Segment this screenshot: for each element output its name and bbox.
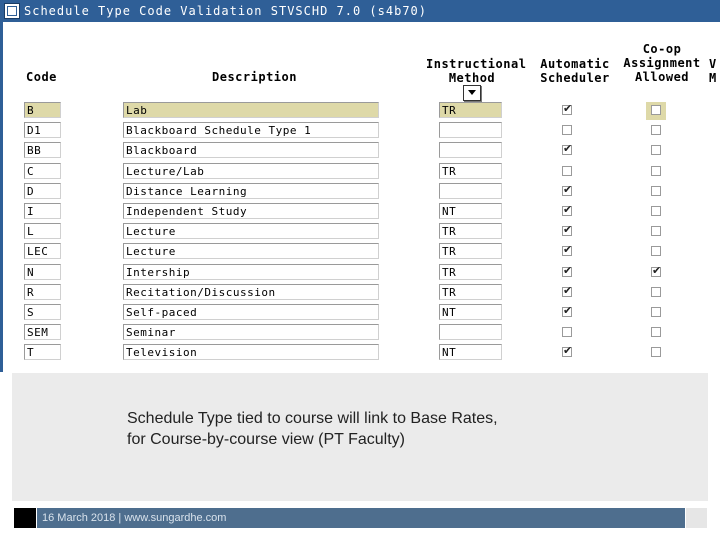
window-title: Schedule Type Code Validation STVSCHD 7.0 (s4b70): [24, 4, 428, 18]
coop-assignment-cell: [646, 183, 666, 201]
coop-assignment-checkbox[interactable]: [651, 145, 661, 155]
description-field[interactable]: Distance Learning: [123, 183, 379, 199]
footer-black-block: [14, 508, 36, 528]
coop-assignment-cell: [646, 304, 666, 322]
instructional-method-field[interactable]: NT: [439, 203, 502, 219]
instructional-method-field[interactable]: [439, 183, 502, 199]
description-field[interactable]: Lecture: [123, 223, 379, 239]
coop-assignment-checkbox[interactable]: [651, 105, 661, 115]
code-field[interactable]: BB: [24, 142, 61, 158]
code-field[interactable]: C: [24, 163, 61, 179]
code-field[interactable]: S: [24, 304, 61, 320]
coop-assignment-checkbox[interactable]: [651, 206, 661, 216]
table-row: [0, 222, 720, 242]
description-field[interactable]: Blackboard Schedule Type 1: [123, 122, 379, 138]
table-row: [0, 141, 720, 161]
instructional-method-field[interactable]: TR: [439, 223, 502, 239]
column-header-automatic-scheduler: Automatic Scheduler: [540, 57, 610, 85]
automatic-scheduler-checkbox[interactable]: [562, 226, 572, 236]
column-header-instructional-method: Instructional Method: [426, 57, 527, 85]
description-field[interactable]: Television: [123, 344, 379, 360]
coop-assignment-checkbox[interactable]: [651, 287, 661, 297]
instructional-method-field[interactable]: TR: [439, 243, 502, 259]
automatic-scheduler-checkbox[interactable]: [562, 327, 572, 337]
automatic-scheduler-checkbox[interactable]: [562, 267, 572, 277]
automatic-scheduler-checkbox[interactable]: [562, 125, 572, 135]
table-row: [0, 121, 720, 141]
coop-assignment-cell: [646, 102, 666, 120]
column-header-partial: V M: [709, 57, 717, 85]
code-field[interactable]: B: [24, 102, 61, 118]
instructional-method-field[interactable]: TR: [439, 264, 502, 280]
description-field[interactable]: Seminar: [123, 324, 379, 340]
coop-assignment-checkbox[interactable]: [651, 166, 661, 176]
coop-assignment-cell: [646, 163, 666, 181]
table-row: [0, 162, 720, 182]
automatic-scheduler-checkbox[interactable]: [562, 186, 572, 196]
automatic-scheduler-checkbox[interactable]: [562, 145, 572, 155]
code-field[interactable]: LEC: [24, 243, 61, 259]
table-row: [0, 242, 720, 262]
automatic-scheduler-checkbox[interactable]: [562, 246, 572, 256]
automatic-scheduler-checkbox[interactable]: [562, 307, 572, 317]
instructional-method-field[interactable]: TR: [439, 163, 502, 179]
coop-assignment-cell: [646, 284, 666, 302]
table-row: [0, 202, 720, 222]
description-field[interactable]: Blackboard: [123, 142, 379, 158]
coop-assignment-checkbox[interactable]: [651, 186, 661, 196]
table-row: [0, 323, 720, 343]
coop-assignment-checkbox[interactable]: [651, 347, 661, 357]
caption-text: [127, 408, 498, 450]
description-field[interactable]: Intership: [123, 264, 379, 280]
table-row: [0, 182, 720, 202]
code-field[interactable]: N: [24, 264, 61, 280]
code-field[interactable]: L: [24, 223, 61, 239]
instructional-method-field[interactable]: TR: [439, 284, 502, 300]
automatic-scheduler-checkbox[interactable]: [562, 347, 572, 357]
instructional-method-field[interactable]: NT: [439, 344, 502, 360]
window-title-bar: [0, 0, 720, 22]
app-icon: [4, 3, 20, 19]
caption-line-1: Schedule Type tied to course will link to Base Rates,: [127, 410, 498, 427]
code-field[interactable]: R: [24, 284, 61, 300]
instructional-method-dropdown-icon[interactable]: [463, 85, 481, 101]
description-field[interactable]: Lab: [123, 102, 379, 118]
coop-assignment-cell: [646, 344, 666, 362]
coop-assignment-checkbox[interactable]: [651, 226, 661, 236]
caption-overlay: [12, 373, 708, 501]
code-field[interactable]: D: [24, 183, 61, 199]
coop-assignment-cell: [646, 142, 666, 160]
instructional-method-field[interactable]: TR: [439, 102, 502, 118]
coop-assignment-cell: [646, 243, 666, 261]
automatic-scheduler-checkbox[interactable]: [562, 206, 572, 216]
code-field[interactable]: I: [24, 203, 61, 219]
table-row: [0, 283, 720, 303]
column-header-coop-assignment: Co-op Assignment Allowed: [623, 42, 701, 84]
coop-assignment-checkbox[interactable]: [651, 307, 661, 317]
description-field[interactable]: Independent Study: [123, 203, 379, 219]
coop-assignment-cell: [646, 122, 666, 140]
table-row: [0, 101, 720, 121]
coop-assignment-cell: [646, 324, 666, 342]
description-field[interactable]: Self-paced: [123, 304, 379, 320]
footer-light-block: [686, 508, 707, 528]
coop-assignment-checkbox[interactable]: [651, 246, 661, 256]
coop-assignment-cell: [646, 264, 666, 282]
automatic-scheduler-checkbox[interactable]: [562, 287, 572, 297]
coop-assignment-checkbox[interactable]: [651, 327, 661, 337]
coop-assignment-cell: [646, 223, 666, 241]
instructional-method-field[interactable]: [439, 142, 502, 158]
column-header-description: Description: [212, 70, 297, 84]
description-field[interactable]: Recitation/Discussion: [123, 284, 379, 300]
instructional-method-field[interactable]: [439, 324, 502, 340]
automatic-scheduler-checkbox[interactable]: [562, 105, 572, 115]
description-field[interactable]: Lecture: [123, 243, 379, 259]
code-field[interactable]: SEM: [24, 324, 61, 340]
coop-assignment-checkbox[interactable]: [651, 267, 661, 277]
footer-bar: [37, 508, 685, 528]
code-field[interactable]: T: [24, 344, 61, 360]
column-header-code: Code: [26, 70, 57, 84]
table-row: [0, 263, 720, 283]
instructional-method-field[interactable]: [439, 122, 502, 138]
automatic-scheduler-checkbox[interactable]: [562, 166, 572, 176]
coop-assignment-cell: [646, 203, 666, 221]
table-row: [0, 343, 720, 363]
code-field[interactable]: D1: [24, 122, 61, 138]
footer-text: 16 March 2018 | www.sungardhe.com: [42, 512, 227, 524]
table-row: [0, 303, 720, 323]
description-field[interactable]: Lecture/Lab: [123, 163, 379, 179]
caption-line-2: for Course-by-course view (PT Faculty): [127, 431, 405, 448]
instructional-method-field[interactable]: NT: [439, 304, 502, 320]
coop-assignment-checkbox[interactable]: [651, 125, 661, 135]
